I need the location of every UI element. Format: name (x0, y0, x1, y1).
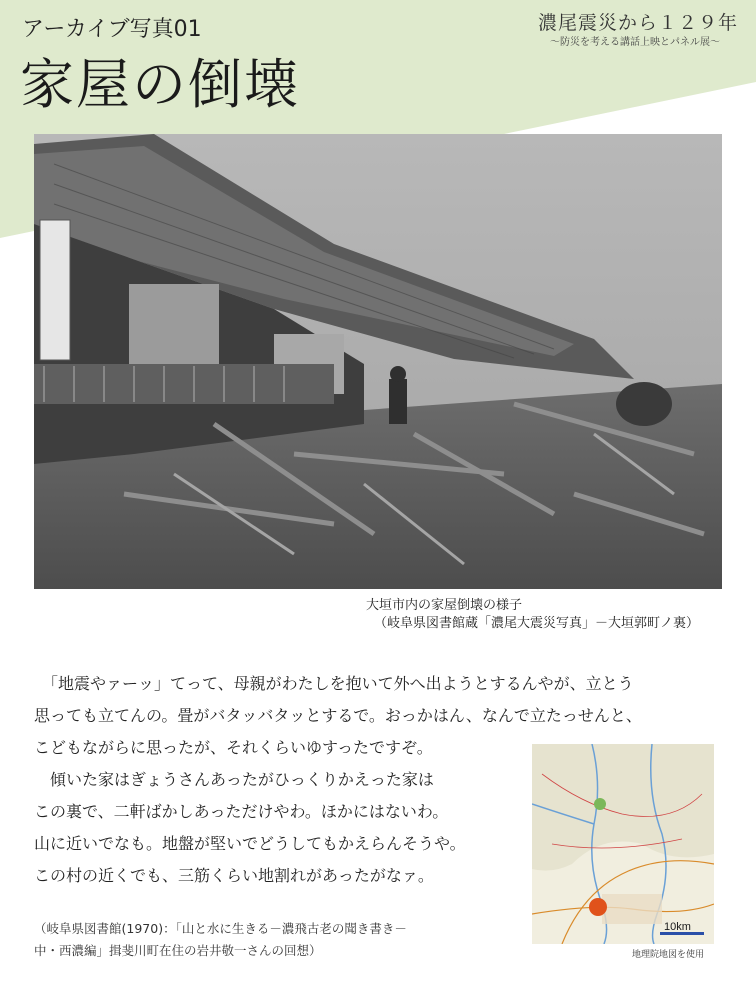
text-line: 思っても立てんの。畳がバタッバタッとするで。おっかはん、なんで立たっせんと、 (34, 706, 642, 725)
map-credit: 地理院地図を使用 (632, 950, 705, 960)
location-map (532, 744, 714, 944)
text-line: この村の近くでも、三筋くらい地割れがあったがなァ。 (34, 866, 434, 885)
text-line: この裏で、二軒ばかしあっただけやわ。ほかにはないわ。 (34, 802, 449, 821)
page-title: 家屋の倒壊 (20, 53, 300, 116)
caption-line-1: 大垣市内の家屋倒壊の様子 (366, 598, 523, 613)
archive-label: アーカイブ写真01 (22, 17, 202, 42)
source-citation (34, 918, 407, 962)
text-line: 傾いた家はぎょうさんあったがひっくりかえった家は (34, 770, 434, 789)
source-line-1: （岐阜県図書館(1970)：「山と水に生きる－濃飛古老の聞き書き－ (34, 921, 407, 936)
caption-line-2: （岐阜県図書館蔵「濃尾大震災写真」－大垣郭町ノ裏） (374, 616, 700, 631)
text-line: こどもながらに思ったが、それくらいゆすったですぞ。 (34, 738, 433, 757)
event-subtitle: 〜防災を考える講話上映とパネル展〜 (550, 37, 720, 48)
archive-photo (34, 134, 722, 589)
marker-icon (594, 798, 606, 810)
text-line: 山に近いでなも。地盤が堅いでどうしてもかえらんそうや。 (34, 834, 466, 853)
event-title: 濃尾震災から１２９年 (537, 12, 738, 34)
scale-label: 10km (664, 921, 691, 933)
source-line-2: 中・西濃編」揖斐川町在住の岩井敬一さんの回想） (34, 943, 322, 958)
marker-icon (589, 898, 607, 916)
text-line: 「地震やァーッ」てって、母親がわたしを抱いて外へ出ようとするんやが、立とう (34, 674, 634, 693)
